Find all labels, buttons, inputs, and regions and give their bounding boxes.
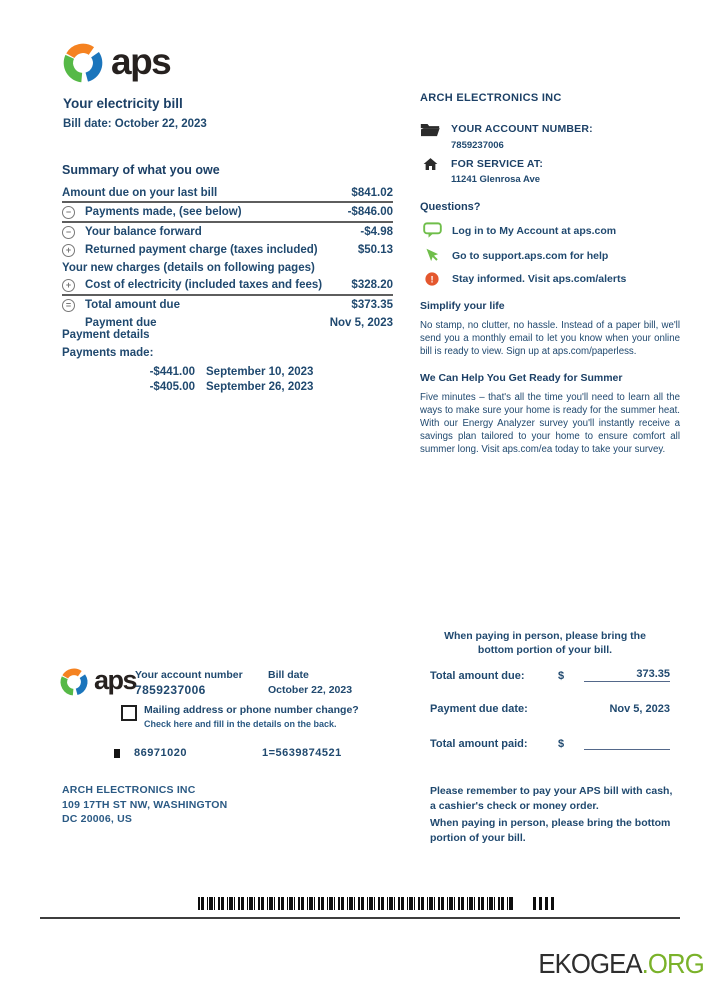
questions-title: Questions?	[420, 201, 481, 213]
aps-logo-small	[58, 666, 136, 698]
mailing-address-block	[62, 783, 227, 827]
aps-logo-text: aps	[111, 40, 171, 82]
aps-logo	[60, 40, 170, 86]
summary-row-payments-made	[62, 201, 393, 223]
payment-row	[62, 379, 393, 394]
total-due-row	[430, 668, 670, 682]
summary-label: Payments made, (see below)	[85, 206, 242, 218]
equals-circle-icon: =	[62, 299, 75, 312]
payment-details-title: Payment details	[62, 329, 150, 341]
summary-value: $373.35	[351, 299, 393, 311]
reminder-text-1: Please remember to pay your APS bill with cash, a cashier's check or money order.	[430, 785, 673, 812]
question-text: Go to support.aps.com for help	[452, 249, 609, 262]
scanline-barcode	[198, 897, 514, 910]
payments-made-subtitle: Payments made:	[62, 347, 154, 359]
summary-row-balance-forward	[62, 223, 393, 241]
summer-title: We Can Help You Get Ready for Summer	[420, 372, 623, 384]
summary-row-returned-charge	[62, 241, 393, 259]
payment-date: September 10, 2023	[206, 365, 314, 378]
stub-bill-date-block	[268, 669, 352, 696]
payment-amount: -$441.00	[149, 365, 195, 378]
page-title: Your electricity bill	[63, 96, 183, 111]
bill-date: Bill date: October 22, 2023	[63, 118, 207, 130]
service-address-value: 11241 Glenrosa Ave	[451, 174, 541, 185]
minus-circle-icon: −	[62, 226, 75, 239]
currency-symbol: $	[558, 670, 565, 682]
in-person-note: When paying in person, please bring the bottom portion of your bill.	[444, 630, 646, 656]
ekogea-watermark	[539, 948, 704, 980]
summary-label: Returned payment charge (taxes included)	[85, 244, 318, 256]
summary-label: Cost of electricity (included taxes and fees)	[85, 279, 323, 291]
aps-logo-text: aps	[94, 665, 137, 695]
question-item-my-account	[422, 222, 680, 239]
payment-details-section	[62, 329, 393, 394]
currency-symbol: $	[558, 738, 565, 750]
due-date-row	[430, 703, 670, 715]
aps-swirl-icon	[60, 40, 106, 86]
summary-value: -$4.98	[360, 226, 393, 238]
payment-reminder	[430, 784, 680, 846]
summary-section	[62, 163, 393, 332]
summary-row-last-bill	[62, 184, 393, 201]
stub-code-right: 1=5639874521	[262, 747, 342, 759]
summary-title: Summary of what you owe	[62, 163, 220, 177]
total-due-label: Total amount due:	[430, 670, 525, 682]
summary-label: Your new charges (details on following pages)	[62, 261, 315, 274]
folder-icon	[420, 121, 440, 137]
account-number-row	[420, 121, 680, 137]
stub-account-number: 7859237006	[135, 683, 206, 697]
mailing-name: ARCH ELECTRONICS INC	[62, 784, 196, 796]
minus-circle-icon: −	[62, 206, 75, 219]
summary-value: $50.13	[357, 244, 393, 256]
summary-value: $841.02	[351, 186, 393, 199]
summary-label: Payment due	[85, 317, 157, 329]
mailing-line1: 109 17TH ST NW, WASHINGTON	[62, 798, 228, 811]
summary-label: Amount due on your last bill	[62, 186, 218, 199]
summary-label: Your balance forward	[85, 226, 202, 238]
cursor-icon	[422, 248, 442, 263]
plus-circle-icon: +	[62, 244, 75, 257]
question-text: Stay informed. Visit aps.com/alerts	[452, 273, 627, 285]
summary-value: $328.20	[351, 279, 393, 291]
mailing-line2: DC 20006, US	[62, 813, 133, 825]
payment-amount: -$405.00	[149, 380, 195, 393]
question-item-support	[422, 248, 680, 263]
aps-swirl-icon	[58, 666, 90, 698]
summary-label: Total amount due	[85, 299, 180, 311]
plus-circle-icon: +	[62, 279, 75, 292]
amount-paid-row	[430, 737, 670, 750]
watermark-suffix: .ORG	[641, 948, 704, 979]
stub-mark-icon	[114, 749, 120, 758]
summary-row-new-charges-heading	[62, 259, 393, 276]
account-number-label: YOUR ACCOUNT NUMBER:	[451, 123, 593, 135]
amount-paid-label: Total amount paid:	[430, 738, 528, 750]
watermark-main: EKOGEA	[538, 948, 642, 979]
summary-row-cost-of-electricity	[62, 276, 393, 294]
svg-text:!: !	[430, 274, 434, 285]
chat-bubble-icon	[422, 222, 442, 239]
payment-row	[62, 364, 393, 379]
service-address-label: FOR SERVICE AT:	[451, 158, 544, 170]
due-date-label: Payment due date:	[430, 703, 528, 715]
stub-account-label: Your account number	[135, 669, 243, 681]
stub-code-left: 86971020	[134, 747, 187, 759]
headline	[63, 96, 207, 130]
reminder-text-2: When paying in person, please bring the bottom portion of your bill.	[430, 817, 671, 844]
summary-value: Nov 5, 2023	[329, 317, 393, 329]
total-due-value: 373.35	[584, 668, 670, 682]
simplify-text: No stamp, no clutter, no hassle. Instead of a paper bill, we'll send you a monthly email to let you know when your online bill is ready to view. Sign up at aps.com/paperless.	[420, 320, 680, 357]
summary-row-total-due	[62, 294, 393, 314]
summer-text: Five minutes – that's all the time you'll need to learn all the ways to make sure your home is ready for the summer heat. With our Energy Analyzer survey you'll instantly receive a savings plan tailored to your home to ensure comfort all summer long. Visit aps.com/ea today to take your survey.	[420, 392, 680, 455]
address-change-checkbox[interactable]	[121, 705, 137, 721]
address-change-instruction: Check here and fill in the details on the back.	[144, 719, 337, 729]
amount-paid-blank-line	[584, 737, 670, 750]
payment-date: September 26, 2023	[206, 380, 314, 393]
home-icon	[420, 157, 440, 171]
account-info-column	[420, 92, 680, 456]
alert-icon	[422, 272, 442, 286]
scanline-barcode-end	[533, 897, 556, 910]
question-item-alerts	[422, 272, 680, 286]
question-text: Log in to My Account at aps.com	[452, 224, 617, 237]
simplify-title: Simplify your life	[420, 300, 505, 312]
account-number-value: 7859237006	[451, 140, 504, 151]
stub-bill-date-value: October 22, 2023	[268, 684, 353, 696]
due-date-value: Nov 5, 2023	[609, 703, 670, 715]
address-change-row	[121, 704, 359, 729]
stub-account-block	[135, 669, 243, 697]
customer-name: ARCH ELECTRONICS INC	[420, 92, 562, 104]
address-change-question: Mailing address or phone number change?	[144, 704, 359, 716]
summary-value: -$846.00	[347, 206, 393, 218]
service-address-row	[420, 157, 680, 171]
stub-bill-date-label: Bill date	[268, 669, 309, 681]
bottom-divider	[40, 917, 680, 919]
